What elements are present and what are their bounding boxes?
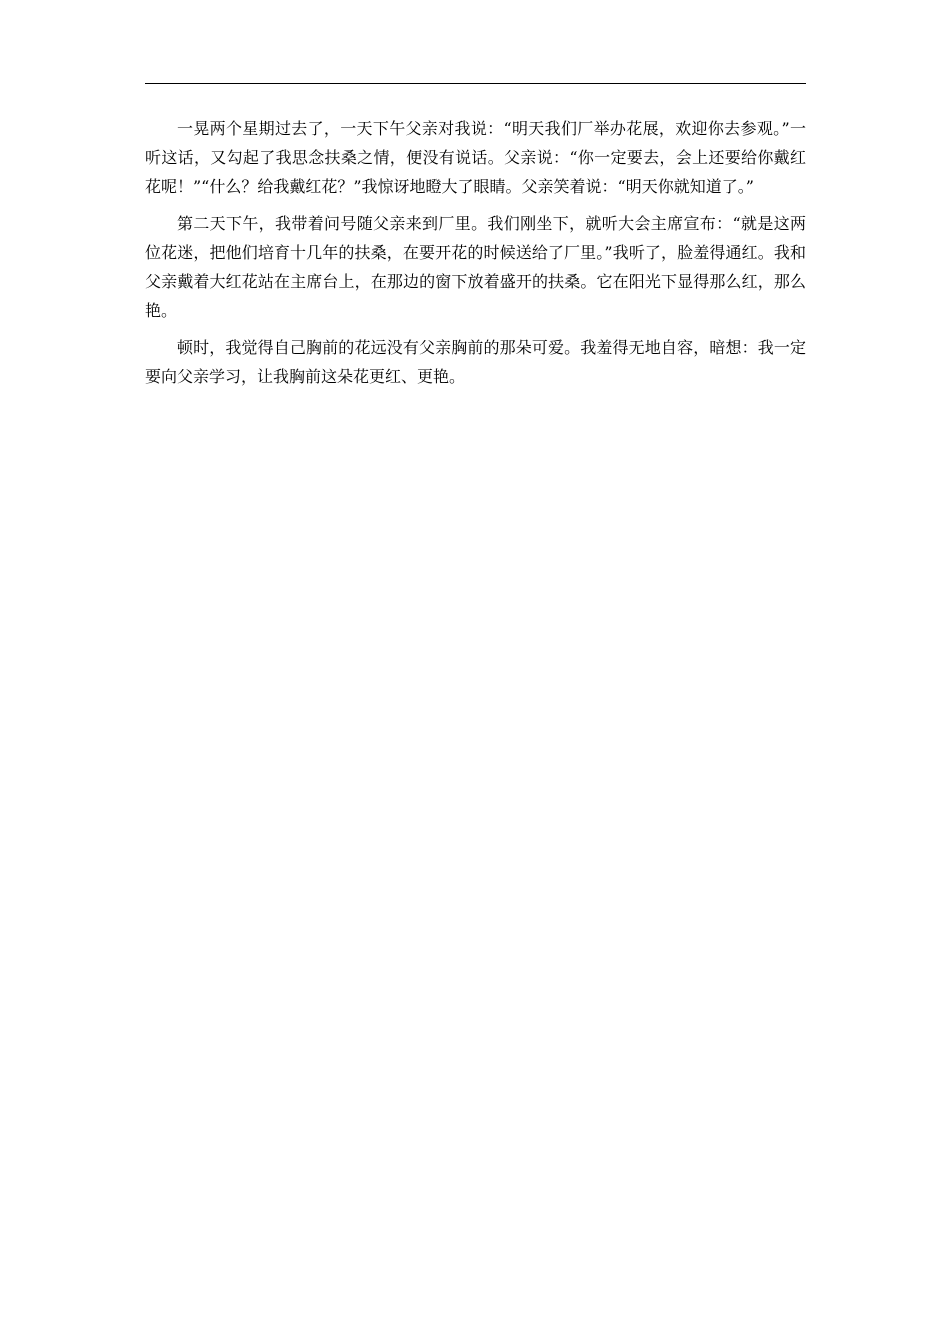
- header-rule: [145, 83, 806, 84]
- document-body: [145, 114, 806, 399]
- paragraph-2: 第二天下午，我带着问号随父亲来到厂里。我们刚坐下，就听大会主席宣布：“就是这两位花迷，把他们培育十几年的扶桑，在要开花的时候送给了厂里。”我听了，脸羞得通红。我和父亲戴着大红花站在主席台上，在那边的窗下放着盛开的扶桑。它在阳光下显得那么红，那么艳。: [145, 214, 806, 320]
- paragraph-3: 顿时，我觉得自己胸前的花远没有父亲胸前的那朵可爱。我羞得无地自容，暗想：我一定要向父亲学习，让我胸前这朵花更红、更艳。: [145, 338, 806, 386]
- paragraph-1: 一晃两个星期过去了，一天下午父亲对我说：“明天我们厂举办花展，欢迎你去参观。”一听这话，又勾起了我思念扶桑之情，便没有说话。父亲说：“你一定要去，会上还要给你戴红花呢！”“什么？给我戴红花？”我惊讶地瞪大了眼睛。父亲笑着说：“明天你就知道了。”: [145, 119, 806, 196]
